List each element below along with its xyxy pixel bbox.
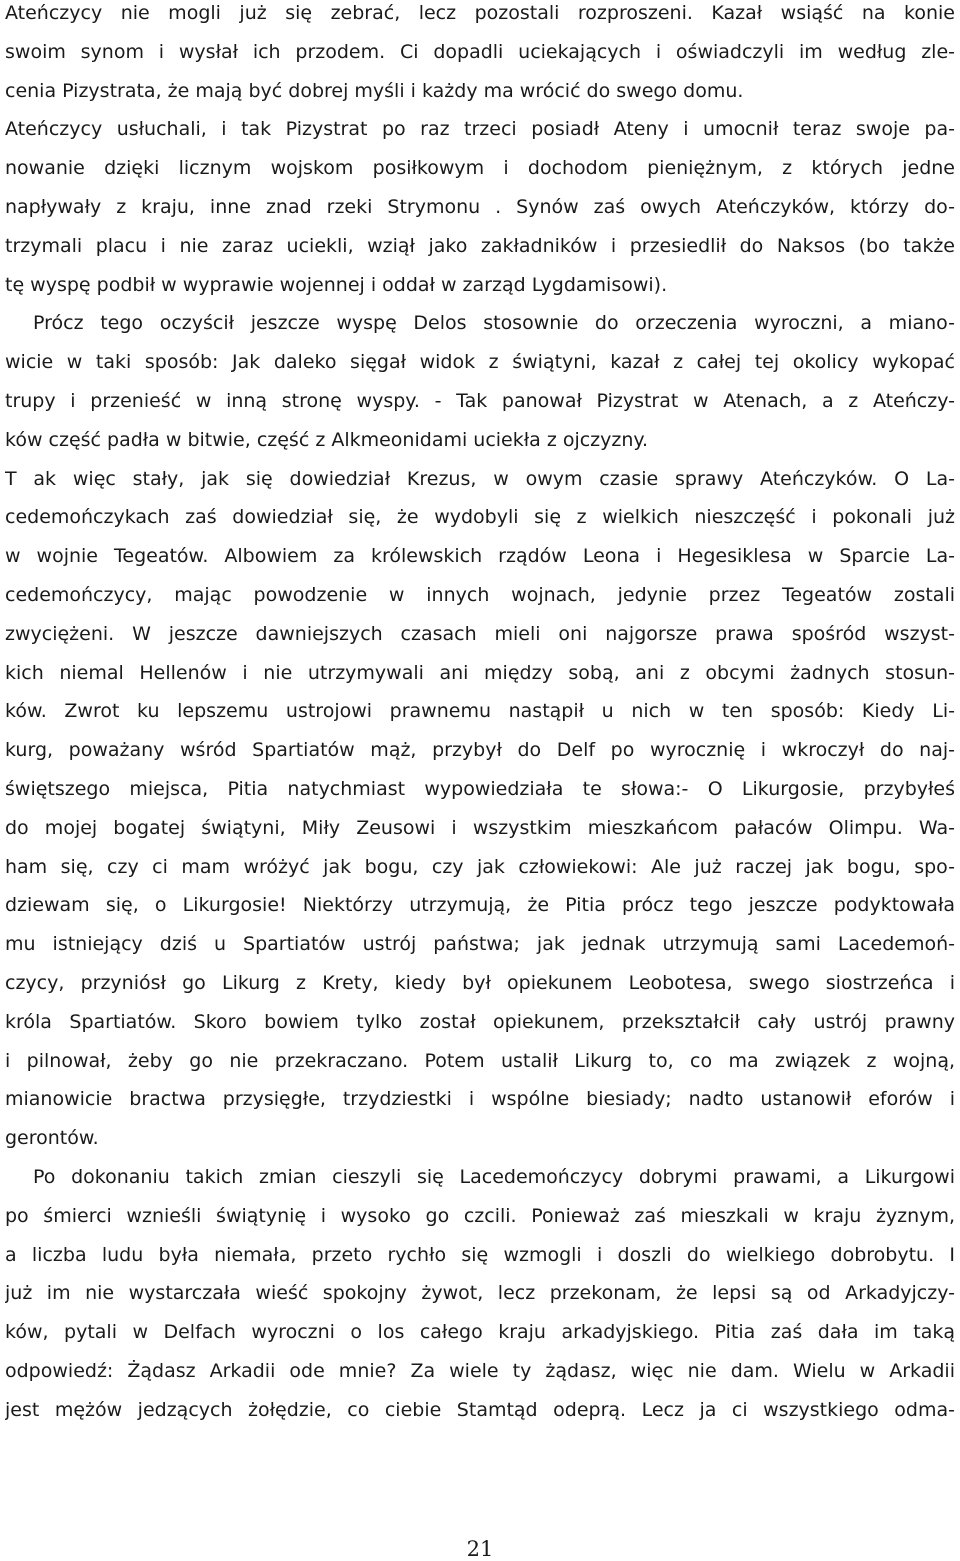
text-line: już im nie wystarczała wieść spokojny żywot, lecz przekonam, że lepsi są od Arkadyjczy- (5, 1282, 955, 1305)
text-line: napływały z kraju, inne znad rzeki Strymonu . Synów zaś owych Ateńczyków, którzy do- (5, 195, 955, 218)
text-line: a liczba ludu była niemała, przeto rychło się wzmogli i doszli do wielkiego dobrobytu. I (5, 1243, 955, 1266)
text-line: króla Spartiatów. Skoro bowiem tylko został opiekunem, przekształcił cały ustrój prawny (5, 1010, 955, 1033)
text-line: cedemończykach zaś dowiedział się, że wydobyli się z wielkich nieszczęść i pokonali już (5, 506, 955, 529)
text-line: ków część padła w bitwie, część z Alkmeonidami uciekła z ojczyzny. (5, 428, 648, 451)
text-line: gerontów. (5, 1127, 99, 1150)
text-line: ków. Zwrot ku lepszemu ustrojowi prawnemu nastąpił u nich w ten sposób: Kiedy Li- (5, 700, 955, 723)
text-line: mu istniejący dziś u Spartiatów ustrój państwa; jak jednak utrzymują sami Lacedemoń- (5, 933, 955, 956)
text-line: Po dokonaniu takich zmian cieszyli się Lacedemończycy dobrymi prawami, a Likurgowi (33, 1165, 955, 1188)
text-line: swoim synom i wysłał ich przodem. Ci dopadli uciekających i oświadczyli im według zle- (5, 40, 955, 63)
page-number: 21 (466, 1537, 494, 1561)
text-line: mianowicie bractwa przysięgłe, trzydziestki i wspólne biesiady; nadto ustanowił eforów i (5, 1088, 955, 1111)
text-line: wicie w taki sposób: Jak daleko sięgał widok z świątyni, kazał z całej tej okolicy wykopać (5, 351, 955, 374)
text-line: i pilnował, żeby go nie przekraczano. Potem ustalił Likurg to, co ma związek z wojną, (5, 1049, 955, 1072)
text-line: czycy, przyniósł go Likurg z Krety, kiedy był opiekunem Leobotesa, swego siostrzeńca i (5, 971, 955, 994)
text-line: kurg, poważany wśród Spartiatów mąż, przybył do Delf po wyrocznię i wkroczył do naj- (5, 739, 955, 762)
text-line: T ak więc stały, jak się dowiedział Krezus, w owym czasie sprawy Ateńczyków. O La- (5, 467, 955, 490)
text-line: odpowiedź: Żądasz Arkadii ode mnie? Za wiele ty żądasz, więc nie dam. Wielu w Arkadii (5, 1359, 955, 1382)
text-line: cenia Pizystrata, że mają być dobrej myśli i każdy ma wrócić do swego domu. (5, 79, 744, 102)
text-line: po śmierci wznieśli świątynię i wysoko go czcili. Ponieważ zaś mieszkali w kraju żyznym, (5, 1204, 955, 1227)
text-line: ków, pytali w Delfach wyroczni o los całego kraju arkadyjskiego. Pitia zaś dała im taką (5, 1321, 955, 1344)
text-line: cedemończycy, mając powodzenie w innych wojnach, jedynie przez Tegeatów zostali (5, 583, 955, 606)
text-line: trzymali placu i nie zaraz uciekli, wziął jako zakładników i przesiedlił do Naksos (bo także (5, 234, 955, 257)
text-line: nowanie dzięki licznym wojskom posiłkowym i dochodom pieniężnym, z których jedne (5, 157, 955, 180)
text-line: świętszego miejsca, Pitia natychmiast wypowiedziała te słowa:- O Likurgosie, przybyłeś (5, 777, 955, 800)
text-line: tę wyspę podbił w wyprawie wojennej i oddał w zarząd Lygdamisowi). (5, 273, 668, 296)
text-line: Ateńczycy nie mogli już się zebrać, lecz pozostali rozproszeni. Kazał wsiąść na konie (5, 2, 955, 24)
text-line: kich niemal Hellenów i nie utrzymywali ani między sobą, ani z obcymi żadnych stosun- (5, 661, 955, 684)
text-line: do mojej bogatej świątyni, Miły Zeusowi i wszystkim mieszkańcom pałaców Olimpu. Wa- (5, 816, 955, 839)
text-line: jest mężów jedzących żołędzie, co ciebie Stamtąd odeprą. Lecz ja ci wszystkiego odma- (5, 1398, 955, 1421)
text-line: Ateńczycy usłuchali, i tak Pizystrat po raz trzeci posiadł Ateny i umocnił teraz swoje pa- (5, 118, 955, 141)
text-line: w wojnie Tegeatów. Albowiem za królewskich rządów Leona i Hegesiklesa w Sparcie La- (5, 545, 955, 568)
text-line: trupy i przenieść w inną stronę wyspy. - Tak panował Pizystrat w Atenach, a z Ateńczy- (5, 389, 955, 412)
text-line: ham się, czy ci mam wróżyć jak bogu, czy jak człowiekowi: Ale już raczej jak bogu, spo- (5, 855, 955, 878)
body-text (5, 0, 955, 1434)
text-line: zwyciężeni. W jeszcze dawniejszych czasach mieli oni najgorsze prawa spośród wszyst- (5, 622, 955, 645)
text-line: dziewam się, o Likurgosie! Niektórzy utrzymują, że Pitia prócz tego jeszcze podyktowała (5, 894, 955, 917)
text-line: Prócz tego oczyścił jeszcze wyspę Delos stosownie do orzeczenia wyroczni, a miano- (33, 312, 955, 335)
